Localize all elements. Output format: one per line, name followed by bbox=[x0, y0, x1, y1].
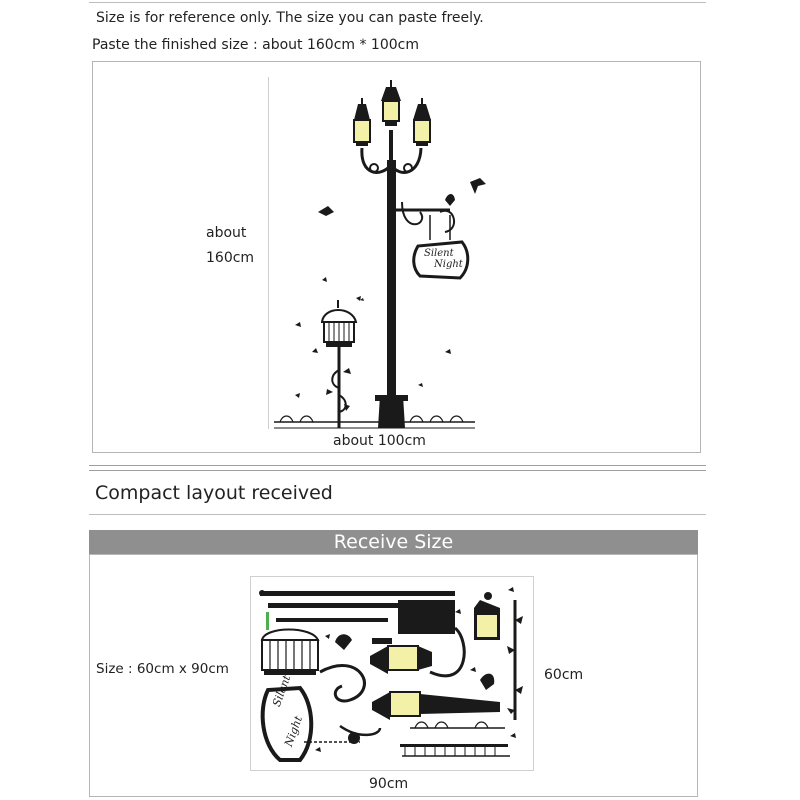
sheet-sign-text-night: Night bbox=[282, 714, 306, 749]
finished-size-note: Paste the finished size : about 160cm * 100cm bbox=[92, 37, 419, 53]
sign-text-night: Night bbox=[434, 259, 463, 270]
compact-layout-title: Compact layout received bbox=[95, 482, 333, 504]
height-label-value: 160cm bbox=[206, 250, 255, 266]
sign-text-silent: Silent bbox=[424, 248, 454, 259]
receive-width-label: 90cm bbox=[369, 776, 409, 792]
receive-size-label: Size : 60cm x 90cm bbox=[96, 661, 229, 677]
sheet-sign-text-silent: Silent bbox=[270, 673, 294, 709]
reference-note: Size is for reference only. The size you can paste freely. bbox=[96, 10, 484, 26]
width-label: about 100cm bbox=[333, 433, 426, 449]
height-label-about: about bbox=[206, 225, 247, 241]
receive-height-label: 60cm bbox=[544, 667, 584, 683]
receive-size-banner: Receive Size bbox=[89, 530, 698, 554]
